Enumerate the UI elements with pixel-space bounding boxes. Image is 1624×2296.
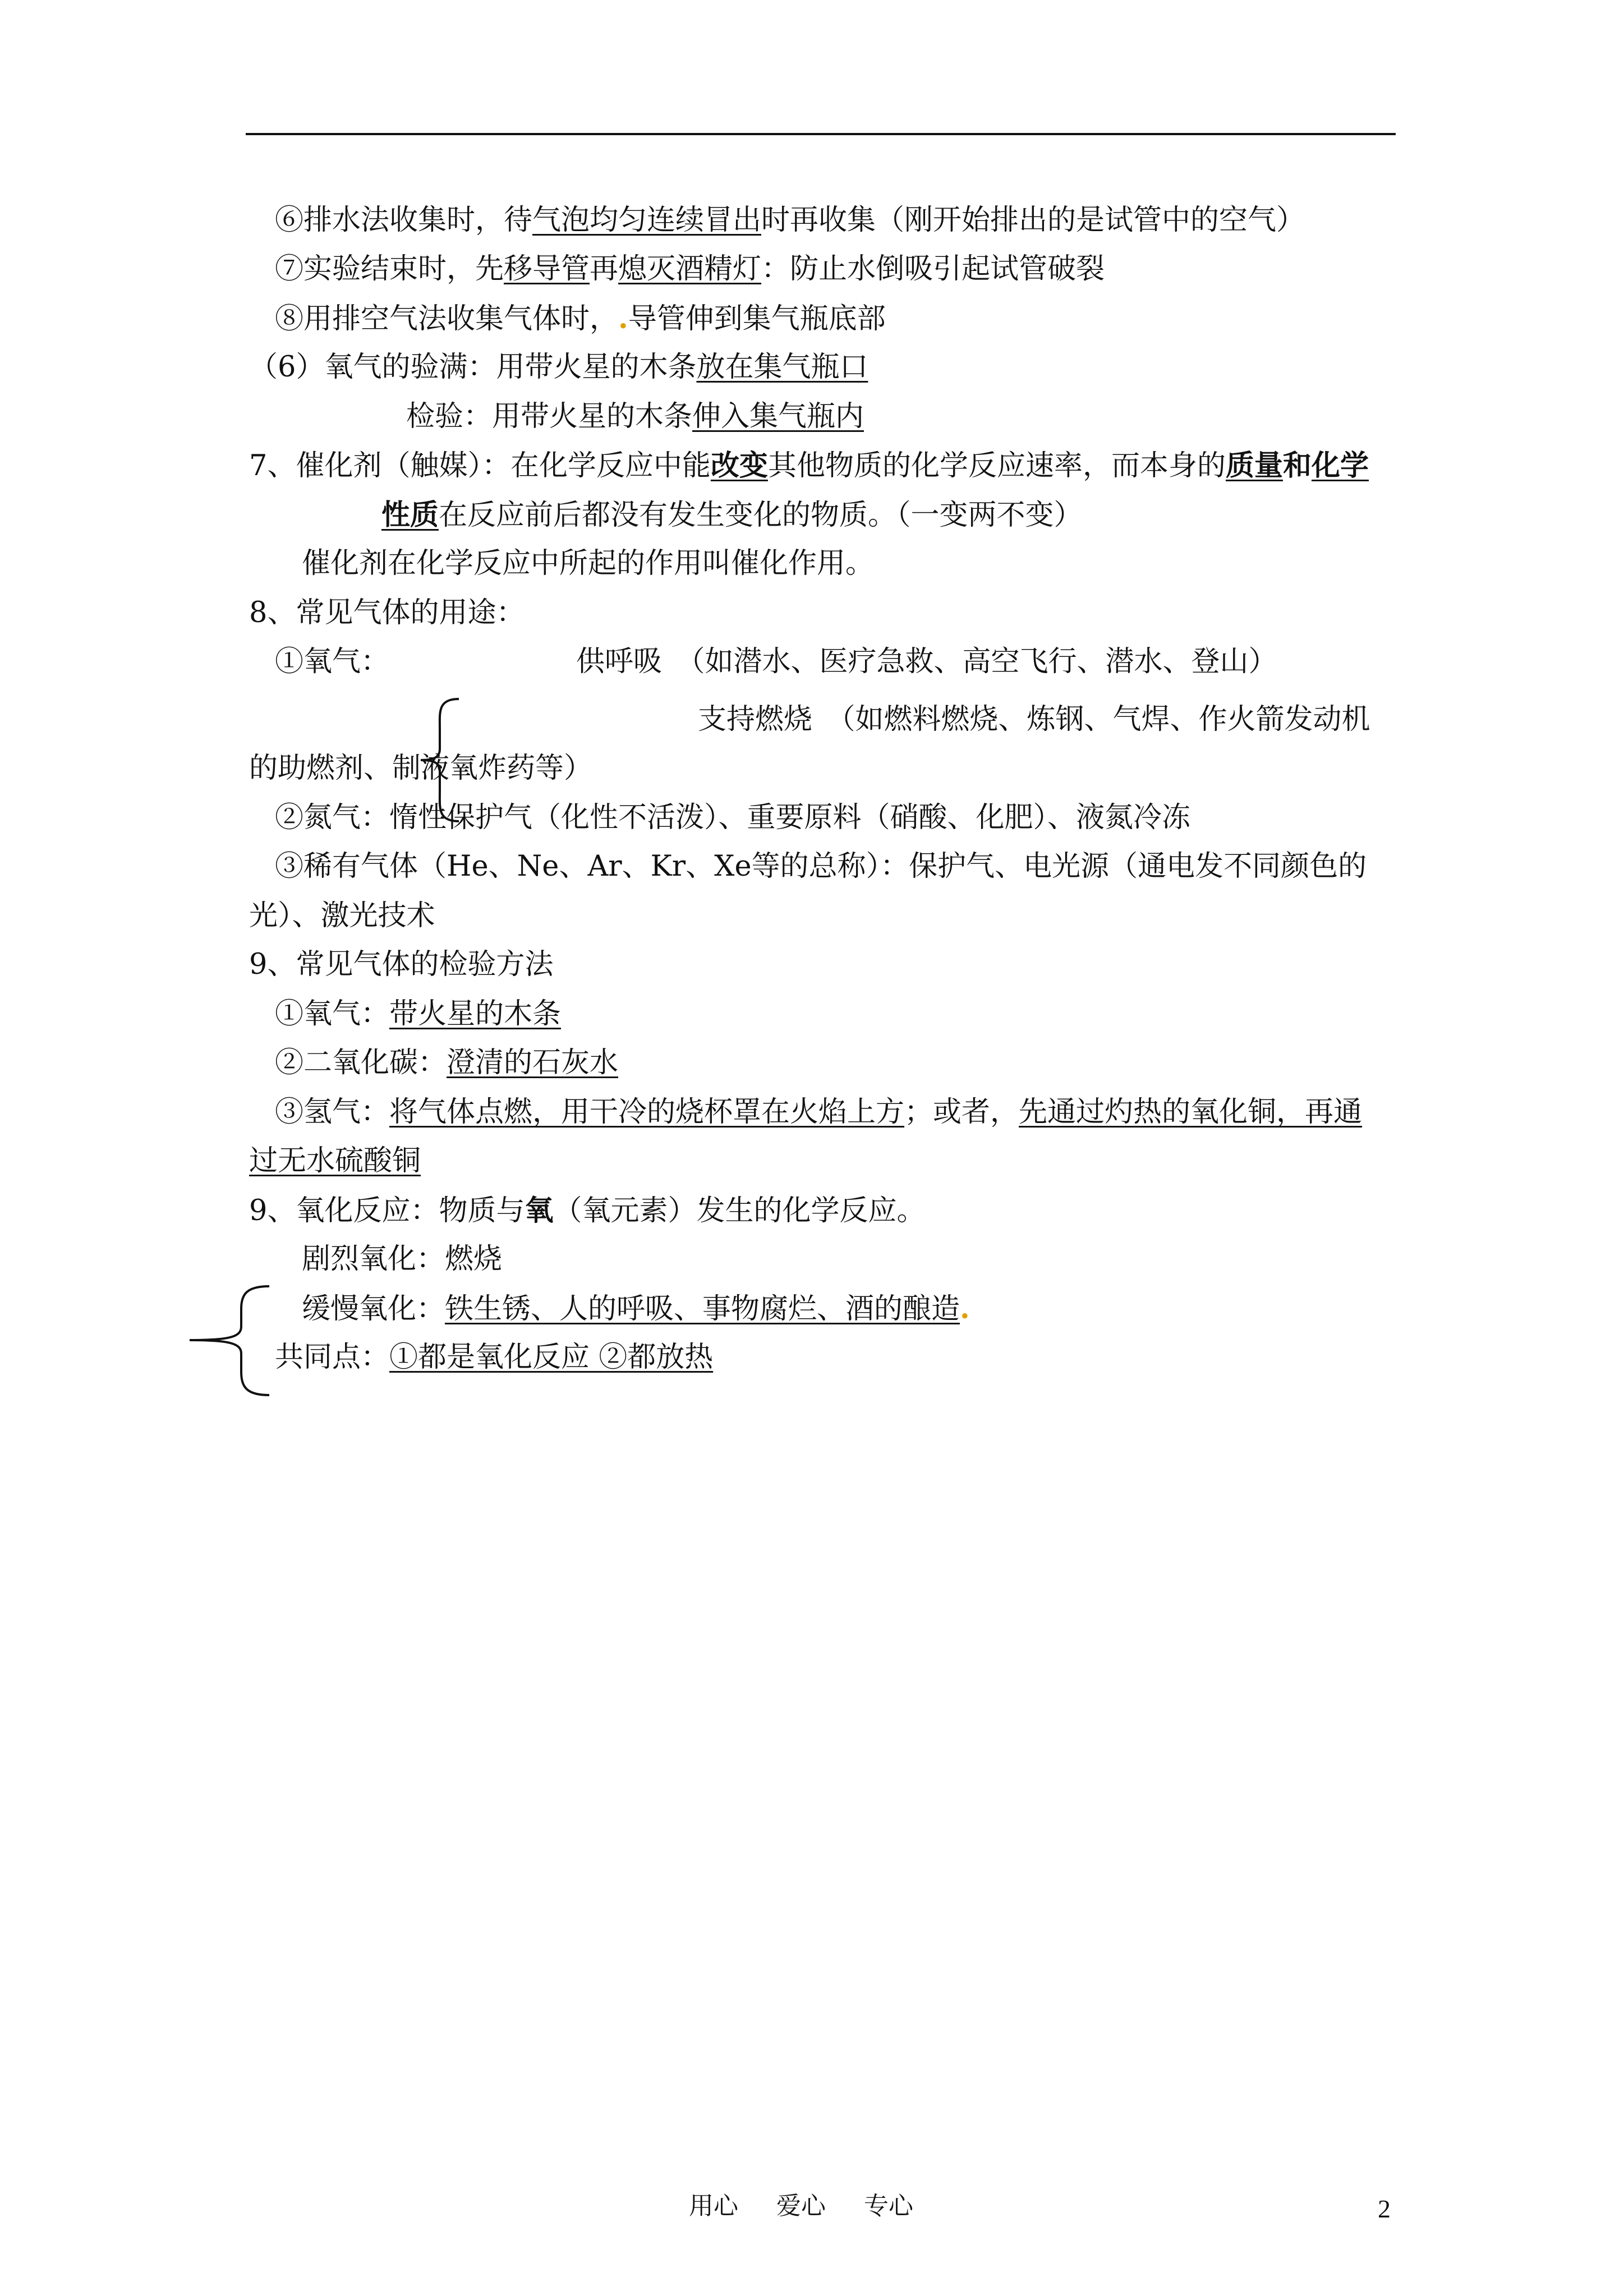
text: ；或者，	[904, 1096, 1019, 1129]
header-rule	[246, 133, 1396, 135]
text: 检验：用带火星的木条	[406, 400, 693, 433]
bold-underlined-text: 性质	[381, 498, 439, 532]
text: 供呼吸 （如潜水、医疗急救、高空飞行、潜水、登山）	[576, 645, 1277, 678]
line-noble-gas-uses-cont: 光）、激光技术	[249, 899, 435, 932]
underlined-text: 澄清的石灰水	[447, 1046, 619, 1079]
underlined-text: ①都是氧化反应 ②都放热	[389, 1341, 714, 1374]
text: ⑥排水法收集时，待	[275, 204, 533, 237]
text: 在反应前后都没有发生变化的物质。（一变两不变）	[439, 499, 1083, 532]
underlined-text: 放在集气瓶口	[696, 351, 868, 384]
line-gas-uses-heading: 8、常见气体的用途：	[249, 596, 525, 629]
text: 导管伸到集气瓶底部	[628, 302, 886, 335]
text: ：防止水倒吸引起试管破裂	[761, 252, 1105, 286]
text: 再	[590, 252, 619, 286]
line-catalyst-def-cont	[381, 496, 1083, 534]
text: （6）氧气的验满：用带火星的木条	[249, 351, 697, 384]
line-oxygen-test	[275, 996, 561, 1033]
left-brace-icon	[185, 1282, 275, 1400]
underlined-text: 带火星的木条	[389, 997, 562, 1030]
line-rapid-oxidation: 剧烈氧化：燃烧	[302, 1243, 503, 1276]
bold-text: 和	[1283, 449, 1312, 482]
mark-dot: .	[618, 302, 628, 335]
underlined-text: 移导管	[504, 252, 590, 286]
text: 9、氧化反应：物质与	[249, 1194, 525, 1227]
text: ⑧用排空气法收集气体时，	[275, 302, 619, 335]
line-co2-test	[275, 1045, 618, 1082]
underlined-text: 熄灭酒精灯	[618, 252, 762, 286]
line-catalysis: 催化剂在化学反应中所起的作用叫催化作用。	[302, 547, 875, 580]
underlined-text: 铁生锈、人的呼吸、事物腐烂、酒的酿造	[445, 1292, 960, 1326]
text: 缓慢氧化：	[302, 1292, 445, 1326]
text: ①氧气：	[275, 645, 390, 678]
text: 7、催化剂（触媒）：在化学反应中能	[249, 449, 711, 482]
text: ②二氧化碳：	[275, 1046, 447, 1079]
bold-text: 氧	[525, 1194, 554, 1227]
text: 时再收集（刚开始排出的是试管中的空气）	[761, 204, 1305, 237]
underlined-text: 过无水硫酸铜	[249, 1144, 421, 1177]
line-slow-oxidation	[302, 1290, 970, 1328]
footer-word: 用心	[689, 2192, 738, 2220]
line-hydrogen-test-cont	[249, 1143, 421, 1180]
bold-underlined-text: 改变	[710, 449, 768, 482]
text: ③氢气：	[275, 1096, 390, 1129]
text: 共同点：	[275, 1341, 390, 1374]
line-common-points	[275, 1339, 713, 1376]
line-oxygen-uses-combustion: 支持燃烧 （如燃料燃烧、炼钢、气焊、作火箭发动机	[698, 703, 1370, 736]
bold-underlined-text: 化学	[1312, 449, 1369, 482]
bold-underlined-text: 质量	[1225, 449, 1283, 482]
line-catalyst-def	[249, 447, 1369, 485]
line-oxidation-def	[249, 1192, 925, 1230]
underlined-text: 伸入集气瓶内	[692, 400, 864, 433]
line-hydrogen-test	[275, 1094, 1362, 1131]
line-drain-collect	[275, 202, 1305, 239]
footer-word: 爱心	[776, 2192, 826, 2220]
text: （氧元素）发生的化学反应。	[553, 1194, 926, 1227]
footer-slogan	[689, 2191, 951, 2222]
line-gas-test-heading: 9、常见气体的检验方法	[249, 948, 554, 981]
text: ①氧气：	[275, 997, 390, 1030]
line-nitrogen-uses: ②氮气：惰性保护气（化性不活泼）、重要原料（硝酸、化肥）、液氮冷冻	[275, 801, 1191, 834]
underlined-text: 将气体点燃，用干冷的烧杯罩在火焰上方	[389, 1096, 905, 1129]
mark-dot: .	[960, 1292, 970, 1326]
line-oxygen-uses	[275, 643, 1277, 680]
line-air-collect	[275, 300, 886, 338]
underlined-text: 先通过灼热的氧化铜，再通	[1019, 1096, 1363, 1129]
line-oxygen-check	[406, 398, 864, 435]
text: 其他物质的化学反应速率，而本身的	[767, 449, 1226, 482]
text: ⑦实验结束时，先	[275, 252, 504, 286]
footer-word: 专心	[864, 2192, 913, 2220]
line-noble-gas-uses: ③稀有气体（He、Ne、Ar、Kr、Xe等的总称）：保护气、电光源（通电发不同颜色的	[275, 850, 1367, 883]
line-oxygen-uses-cont: 的助燃剂、制液氧炸药等）	[249, 752, 593, 785]
page-number: 2	[1378, 2194, 1391, 2223]
underlined-text: 气泡均匀连续冒出	[532, 204, 762, 237]
line-experiment-end	[275, 251, 1105, 288]
line-oxygen-full-test	[249, 349, 868, 386]
